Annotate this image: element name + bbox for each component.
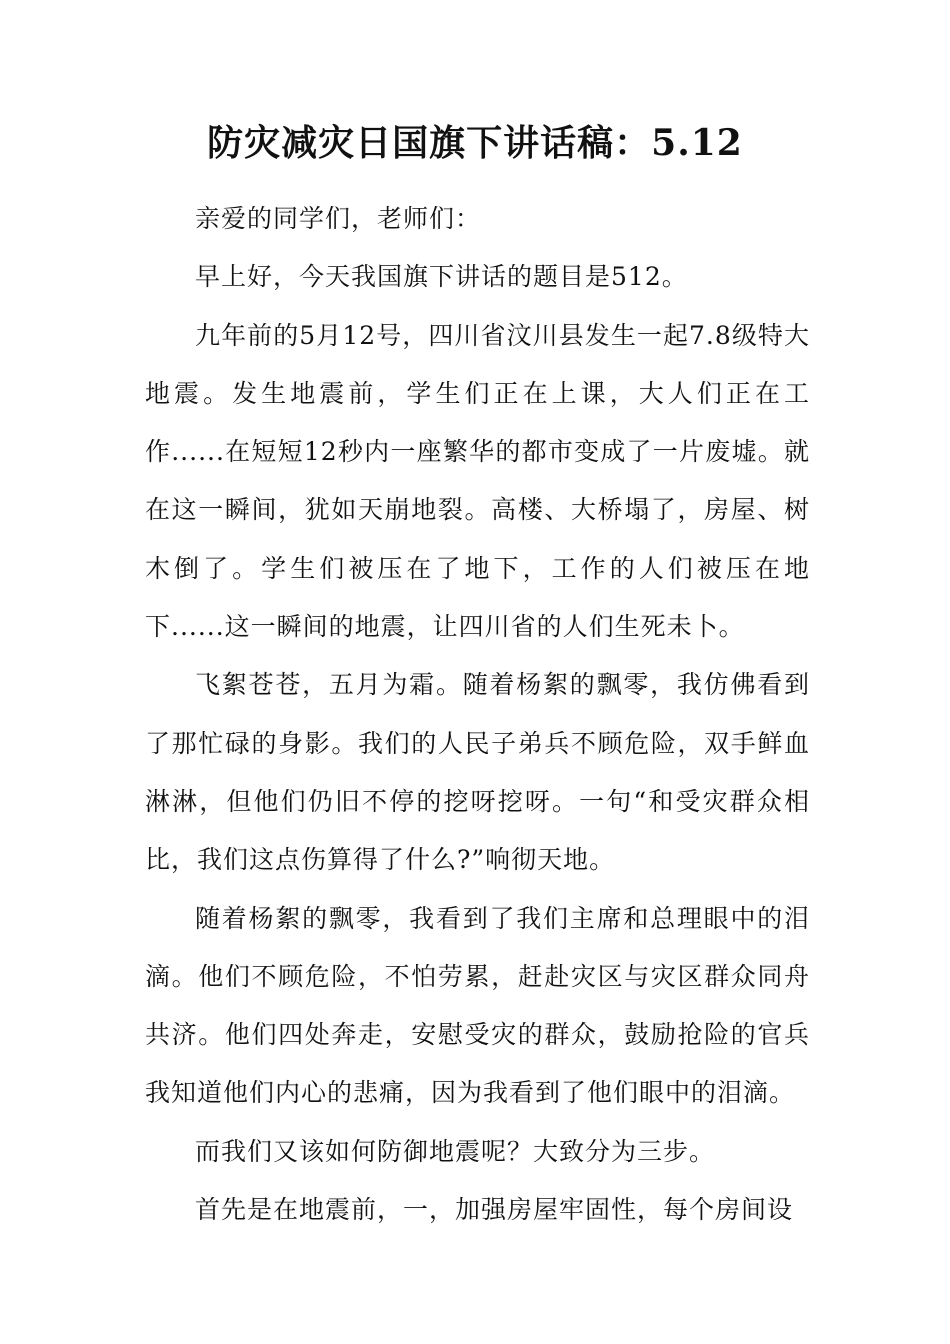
paragraph-soldiers: 飞絮苍苍，五月为霜。随着杨絮的飘零，我仿佛看到了那忙碌的身影。我们的人民子弟兵不顾危险，双手鲜血淋淋，但他们仍旧不停的挖呀挖呀。一句“和受灾群众相比，我们这点伤算得了什么?”响彻天地。: [145, 670, 810, 875]
paragraph-question: 而我们又该如何防御地震呢？大致分为三步。: [195, 1136, 716, 1166]
document-title: 防灾减灾日国旗下讲话稿：5.12: [207, 122, 743, 164]
document-body: [145, 190, 810, 1239]
paragraph-intro: 早上好，今天我国旗下讲话的题目是512。: [195, 262, 688, 292]
paragraph-greeting: 亲爱的同学们，老师们：: [195, 204, 482, 233]
paragraph-first-step: 首先是在地震前，一，加强房屋牢固性，每个房间设: [195, 1195, 794, 1225]
paragraph-earthquake: 九年前的5月12号，四川省汶川县发生一起7.8级特大地震。发生地震前，学生们正在上课，大人们正在工作......在短短12秒内一座繁华的都市变成了一片废墟。就在这一瞬间，犹如天崩地裂。高楼、大桥塌了，房屋、树木倒了。学生们被压在了地下，工作的人们被压在地下......这一瞬间的地震，让四川省的人们生死未卜。: [145, 320, 810, 642]
paragraph-leaders: 随着杨絮的飘零，我看到了我们主席和总理眼中的泪滴。他们不顾危险，不怕劳累，赶赴灾区与灾区群众同舟共济。他们四处奔走，安慰受灾的群众，鼓励抢险的官兵我知道他们内心的悲痛，因为我看到了他们眼中的泪滴。: [145, 903, 810, 1108]
